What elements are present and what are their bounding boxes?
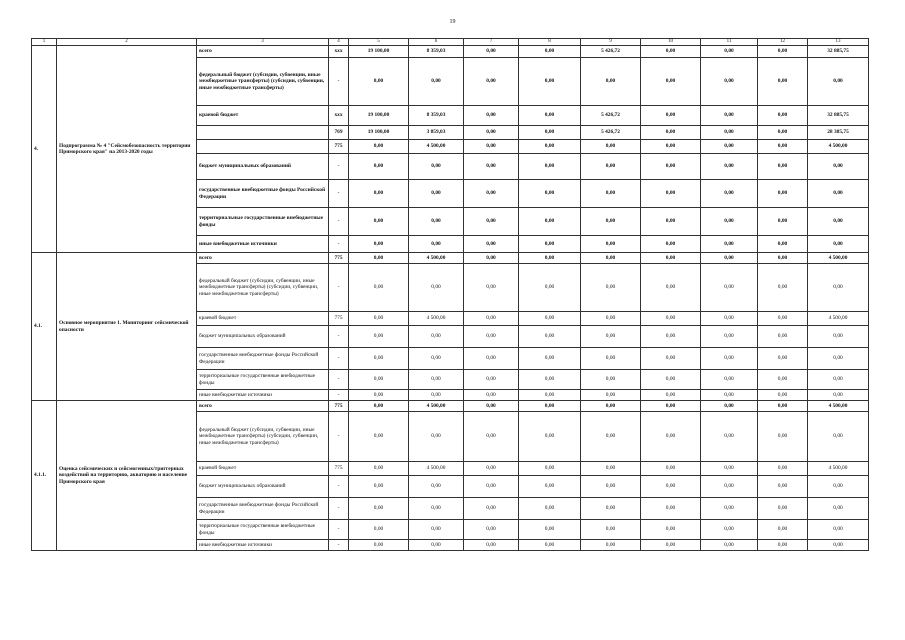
amount-cell: 0,00 <box>701 154 758 180</box>
amount-cell: 4 500,00 <box>409 140 464 154</box>
amount-cell: 0,00 <box>519 390 581 401</box>
budget-code: 769 <box>329 126 349 140</box>
amount-cell: 0,00 <box>641 154 701 180</box>
amount-cell: 0,00 <box>758 208 808 236</box>
amount-cell: 0,00 <box>758 180 808 208</box>
amount-cell: 0,00 <box>349 253 409 264</box>
amount-cell: 0,00 <box>701 140 758 154</box>
funding-source: территориальные государственные внебюджетные фонды <box>197 520 329 540</box>
amount-cell: 0,00 <box>701 540 758 551</box>
amount-cell: 0,00 <box>808 476 869 498</box>
budget-code: - <box>329 326 349 348</box>
amount-cell: 0,00 <box>758 348 808 370</box>
budget-code: - <box>329 154 349 180</box>
header-cell: 4 <box>329 39 349 46</box>
amount-cell: 0,00 <box>519 106 581 126</box>
amount-cell: 0,00 <box>464 370 519 390</box>
section-title: Оценка сейсмических и сейсмогенных/триггерных воздействий на территорию, акваторию и население Приморского края <box>57 401 197 551</box>
amount-cell: 0,00 <box>464 390 519 401</box>
amount-cell: 0,00 <box>641 236 701 253</box>
amount-cell: 0,00 <box>758 462 808 476</box>
amount-cell: 0,00 <box>464 412 519 462</box>
amount-cell: 0,00 <box>349 154 409 180</box>
amount-cell: 0,00 <box>701 370 758 390</box>
amount-cell: 8 359,03 <box>409 46 464 58</box>
amount-cell: 0,00 <box>409 348 464 370</box>
amount-cell: 0,00 <box>464 253 519 264</box>
amount-cell: 0,00 <box>581 312 641 326</box>
amount-cell: 4 500,00 <box>808 253 869 264</box>
amount-cell: 0,00 <box>758 264 808 312</box>
amount-cell: 0,00 <box>758 412 808 462</box>
amount-cell: 28 385,75 <box>808 126 869 140</box>
amount-cell: 0,00 <box>758 370 808 390</box>
amount-cell: 0,00 <box>349 412 409 462</box>
amount-cell: 0,00 <box>519 208 581 236</box>
amount-cell: 0,00 <box>409 540 464 551</box>
amount-cell: 0,00 <box>641 208 701 236</box>
amount-cell: 0,00 <box>464 140 519 154</box>
amount-cell: 0,00 <box>758 326 808 348</box>
funding-source: краевой бюджет <box>197 106 329 126</box>
amount-cell: 0,00 <box>519 412 581 462</box>
budget-code: - <box>329 520 349 540</box>
amount-cell: 0,00 <box>581 140 641 154</box>
amount-cell: 0,00 <box>758 498 808 520</box>
amount-cell: 0,00 <box>349 390 409 401</box>
amount-cell: 0,00 <box>701 180 758 208</box>
amount-cell: 0,00 <box>641 520 701 540</box>
amount-cell: 0,00 <box>581 58 641 106</box>
amount-cell: 0,00 <box>701 46 758 58</box>
budget-code: 775 <box>329 140 349 154</box>
amount-cell: 0,00 <box>464 208 519 236</box>
funding-source: бюджет муниципальных образований <box>197 154 329 180</box>
funding-source: иные внебюджетные источники <box>197 236 329 253</box>
amount-cell: 0,00 <box>409 58 464 106</box>
amount-cell: 0,00 <box>701 208 758 236</box>
amount-cell: 0,00 <box>349 312 409 326</box>
amount-cell: 0,00 <box>808 412 869 462</box>
amount-cell: 0,00 <box>519 401 581 412</box>
amount-cell: 0,00 <box>464 462 519 476</box>
header-cell: 12 <box>758 39 808 46</box>
funding-source: иные внебюджетные источники <box>197 540 329 551</box>
amount-cell: 0,00 <box>641 412 701 462</box>
amount-cell: 0,00 <box>758 312 808 326</box>
amount-cell: 0,00 <box>409 520 464 540</box>
amount-cell: 0,00 <box>758 401 808 412</box>
amount-cell: 0,00 <box>808 264 869 312</box>
amount-cell: 0,00 <box>808 154 869 180</box>
funding-source: краевой бюджет <box>197 462 329 476</box>
budget-code: - <box>329 236 349 253</box>
amount-cell: 0,00 <box>464 326 519 348</box>
amount-cell: 0,00 <box>808 520 869 540</box>
amount-cell: 8 359,03 <box>409 106 464 126</box>
amount-cell: 0,00 <box>641 312 701 326</box>
amount-cell: 0,00 <box>519 180 581 208</box>
amount-cell: 0,00 <box>758 540 808 551</box>
amount-cell: 0,00 <box>349 180 409 208</box>
table-row <box>32 253 869 264</box>
section-title: Основное мероприятие 1. Мониторинг сейсмической опасности <box>57 253 197 401</box>
amount-cell: 0,00 <box>581 520 641 540</box>
amount-cell: 0,00 <box>641 46 701 58</box>
amount-cell: 0,00 <box>519 498 581 520</box>
amount-cell: 4 500,00 <box>808 401 869 412</box>
amount-cell: 0,00 <box>701 58 758 106</box>
amount-cell: 0,00 <box>519 154 581 180</box>
amount-cell: 0,00 <box>808 390 869 401</box>
funding-source: территориальные государственные внебюджетные фонды <box>197 370 329 390</box>
amount-cell: 0,00 <box>758 46 808 58</box>
amount-cell: 0,00 <box>581 348 641 370</box>
amount-cell: 0,00 <box>701 462 758 476</box>
amount-cell: 0,00 <box>641 462 701 476</box>
amount-cell: 0,00 <box>464 401 519 412</box>
budget-code: 775 <box>329 462 349 476</box>
amount-cell: 0,00 <box>641 58 701 106</box>
amount-cell: 0,00 <box>349 208 409 236</box>
amount-cell: 0,00 <box>808 326 869 348</box>
funding-source: всего <box>197 401 329 412</box>
amount-cell: 0,00 <box>519 312 581 326</box>
amount-cell: 0,00 <box>641 401 701 412</box>
funding-source <box>197 140 329 154</box>
amount-cell: 4 500,00 <box>409 253 464 264</box>
amount-cell: 0,00 <box>701 401 758 412</box>
amount-cell: 4 500,00 <box>808 462 869 476</box>
amount-cell: 0,00 <box>464 476 519 498</box>
amount-cell: 0,00 <box>701 326 758 348</box>
amount-cell: 0,00 <box>701 390 758 401</box>
amount-cell: 0,00 <box>758 58 808 106</box>
amount-cell: 0,00 <box>758 154 808 180</box>
amount-cell: 0,00 <box>701 264 758 312</box>
amount-cell: 0,00 <box>758 126 808 140</box>
amount-cell: 0,00 <box>349 520 409 540</box>
amount-cell: 0,00 <box>641 498 701 520</box>
budget-code: - <box>329 412 349 462</box>
amount-cell: 0,00 <box>349 236 409 253</box>
amount-cell: 0,00 <box>519 326 581 348</box>
amount-cell: 5 426,72 <box>581 126 641 140</box>
amount-cell: 0,00 <box>349 140 409 154</box>
amount-cell: 0,00 <box>464 126 519 140</box>
budget-code: - <box>329 540 349 551</box>
amount-cell: 0,00 <box>464 46 519 58</box>
amount-cell: 0,00 <box>808 370 869 390</box>
funding-source: федеральный бюджет (субсидии, субвенции, иные межбюджетные трансферты) (субсидии, субвенции, иные межбюджетные трансферты) <box>197 412 329 462</box>
funding-source: федеральный бюджет (субсидии, субвенции, иные межбюджетные трансферты) (субсидии, субвенции, иные межбюджетные трансферты) <box>197 264 329 312</box>
amount-cell: 5 426,72 <box>581 46 641 58</box>
budget-code: 775 <box>329 253 349 264</box>
amount-cell: 0,00 <box>701 312 758 326</box>
amount-cell: 4 500,00 <box>808 140 869 154</box>
amount-cell: 0,00 <box>349 401 409 412</box>
amount-cell: 0,00 <box>519 253 581 264</box>
amount-cell: 19 100,00 <box>349 126 409 140</box>
amount-cell: 0,00 <box>519 58 581 106</box>
amount-cell: 4 500,00 <box>409 312 464 326</box>
amount-cell: 5 426,72 <box>581 106 641 126</box>
amount-cell: 0,00 <box>758 253 808 264</box>
amount-cell: 0,00 <box>519 476 581 498</box>
amount-cell: 0,00 <box>409 390 464 401</box>
section-number: 4.1.1. <box>32 401 57 551</box>
funding-source: бюджет муниципальных образований <box>197 476 329 498</box>
amount-cell: 0,00 <box>464 540 519 551</box>
amount-cell: 0,00 <box>581 412 641 462</box>
amount-cell: 0,00 <box>519 540 581 551</box>
header-cell: 9 <box>581 39 641 46</box>
header-cell: 2 <box>57 39 197 46</box>
amount-cell: 0,00 <box>758 140 808 154</box>
amount-cell: 4 500,00 <box>409 462 464 476</box>
amount-cell: 19 100,00 <box>349 106 409 126</box>
amount-cell: 0,00 <box>409 370 464 390</box>
amount-cell: 0,00 <box>641 348 701 370</box>
amount-cell: 0,00 <box>701 348 758 370</box>
amount-cell: 0,00 <box>808 180 869 208</box>
amount-cell: 0,00 <box>464 58 519 106</box>
amount-cell: 0,00 <box>808 498 869 520</box>
amount-cell: 0,00 <box>581 154 641 180</box>
amount-cell: 0,00 <box>581 476 641 498</box>
amount-cell: 0,00 <box>519 126 581 140</box>
header-cell: 5 <box>349 39 409 46</box>
amount-cell: 0,00 <box>409 412 464 462</box>
budget-table <box>31 38 869 551</box>
funding-source: федеральный бюджет (субсидии, субвенции, иные межбюджетные трансферты) (субсидии, субвенции, иные межбюджетные трансферты) <box>197 58 329 106</box>
funding-source: государственные внебюджетные фонды Российской Федерации <box>197 498 329 520</box>
header-cell: 13 <box>808 39 869 46</box>
funding-source: государственные внебюджетные фонды Российской Федерации <box>197 180 329 208</box>
table-row <box>32 401 869 412</box>
amount-cell: 0,00 <box>409 498 464 520</box>
amount-cell: 0,00 <box>349 498 409 520</box>
budget-code: 775 <box>329 401 349 412</box>
amount-cell: 0,00 <box>641 126 701 140</box>
section-title: Подпрограмма № 4 "Сейсмобезопасность территории Приморского края" на 2013-2020 годы <box>57 46 197 253</box>
amount-cell: 0,00 <box>409 326 464 348</box>
amount-cell: 0,00 <box>701 412 758 462</box>
header-cell: 3 <box>197 39 329 46</box>
amount-cell: 0,00 <box>519 520 581 540</box>
amount-cell: 0,00 <box>641 390 701 401</box>
amount-cell: 0,00 <box>581 208 641 236</box>
amount-cell: 0,00 <box>641 264 701 312</box>
amount-cell: 4 500,00 <box>808 312 869 326</box>
budget-code: - <box>329 498 349 520</box>
header-row <box>32 39 869 46</box>
amount-cell: 0,00 <box>701 106 758 126</box>
amount-cell: 0,00 <box>581 498 641 520</box>
amount-cell: 0,00 <box>701 253 758 264</box>
amount-cell: 4 500,00 <box>409 401 464 412</box>
amount-cell: 0,00 <box>808 540 869 551</box>
amount-cell: 0,00 <box>641 180 701 208</box>
funding-source: территориальные государственные внебюджетные фонды <box>197 208 329 236</box>
amount-cell: 0,00 <box>519 46 581 58</box>
amount-cell: 19 100,00 <box>349 46 409 58</box>
amount-cell: 0,00 <box>349 370 409 390</box>
table-row <box>32 46 869 58</box>
amount-cell: 0,00 <box>409 180 464 208</box>
amount-cell: 0,00 <box>464 154 519 180</box>
amount-cell: 0,00 <box>464 180 519 208</box>
amount-cell: 0,00 <box>701 520 758 540</box>
amount-cell: 0,00 <box>808 208 869 236</box>
header-cell: 6 <box>409 39 464 46</box>
amount-cell: 0,00 <box>641 476 701 498</box>
amount-cell: 0,00 <box>464 106 519 126</box>
amount-cell: 0,00 <box>409 236 464 253</box>
header-cell: 1 <box>32 39 57 46</box>
amount-cell: 0,00 <box>464 236 519 253</box>
amount-cell: 0,00 <box>641 326 701 348</box>
amount-cell: 0,00 <box>808 58 869 106</box>
header-cell: 10 <box>641 39 701 46</box>
header-cell: 8 <box>519 39 581 46</box>
amount-cell: 0,00 <box>641 253 701 264</box>
amount-cell: 0,00 <box>641 140 701 154</box>
amount-cell: 0,00 <box>581 180 641 208</box>
amount-cell: 0,00 <box>519 348 581 370</box>
amount-cell: 0,00 <box>409 476 464 498</box>
amount-cell: 0,00 <box>519 264 581 312</box>
header-cell: 11 <box>701 39 758 46</box>
amount-cell: 0,00 <box>349 462 409 476</box>
section-number: 4.1. <box>32 253 57 401</box>
amount-cell: 0,00 <box>464 312 519 326</box>
amount-cell: 0,00 <box>581 264 641 312</box>
amount-cell: 0,00 <box>581 462 641 476</box>
funding-source: краевой бюджет <box>197 312 329 326</box>
amount-cell: 0,00 <box>349 540 409 551</box>
amount-cell: 0,00 <box>758 476 808 498</box>
amount-cell: 0,00 <box>701 126 758 140</box>
budget-code: ххх <box>329 106 349 126</box>
header-cell: 7 <box>464 39 519 46</box>
amount-cell: 0,00 <box>758 236 808 253</box>
page-number: 19 <box>449 19 456 25</box>
amount-cell: 0,00 <box>641 106 701 126</box>
funding-source: всего <box>197 46 329 58</box>
amount-cell: 0,00 <box>464 520 519 540</box>
amount-cell: 0,00 <box>701 476 758 498</box>
funding-source <box>197 126 329 140</box>
funding-source: бюджет муниципальных образований <box>197 326 329 348</box>
amount-cell: 0,00 <box>581 370 641 390</box>
amount-cell: 0,00 <box>349 476 409 498</box>
amount-cell: 0,00 <box>581 326 641 348</box>
amount-cell: 0,00 <box>519 236 581 253</box>
budget-code: - <box>329 180 349 208</box>
amount-cell: 0,00 <box>349 264 409 312</box>
amount-cell: 0,00 <box>641 540 701 551</box>
budget-code: - <box>329 390 349 401</box>
budget-code: - <box>329 264 349 312</box>
amount-cell: 32 885,75 <box>808 46 869 58</box>
amount-cell: 0,00 <box>581 401 641 412</box>
amount-cell: 0,00 <box>349 348 409 370</box>
budget-code: - <box>329 370 349 390</box>
amount-cell: 0,00 <box>758 106 808 126</box>
amount-cell: 0,00 <box>519 370 581 390</box>
amount-cell: 0,00 <box>701 236 758 253</box>
amount-cell: 0,00 <box>581 236 641 253</box>
amount-cell: 0,00 <box>808 348 869 370</box>
funding-source: иные внебюджетные источники <box>197 390 329 401</box>
amount-cell: 0,00 <box>701 498 758 520</box>
section-number: 4. <box>32 46 57 253</box>
amount-cell: 0,00 <box>641 370 701 390</box>
amount-cell: 0,00 <box>581 540 641 551</box>
budget-code: - <box>329 348 349 370</box>
budget-code: - <box>329 208 349 236</box>
amount-cell: 0,00 <box>464 348 519 370</box>
amount-cell: 0,00 <box>581 253 641 264</box>
amount-cell: 0,00 <box>758 390 808 401</box>
amount-cell: 0,00 <box>409 264 464 312</box>
amount-cell: 0,00 <box>409 208 464 236</box>
amount-cell: 0,00 <box>758 520 808 540</box>
amount-cell: 0,00 <box>464 498 519 520</box>
amount-cell: 0,00 <box>519 462 581 476</box>
amount-cell: 0,00 <box>349 58 409 106</box>
amount-cell: 3 859,03 <box>409 126 464 140</box>
amount-cell: 0,00 <box>464 264 519 312</box>
funding-source: государственные внебюджетные фонды Российской Федерации <box>197 348 329 370</box>
amount-cell: 0,00 <box>409 154 464 180</box>
budget-code: 775 <box>329 312 349 326</box>
budget-code: - <box>329 58 349 106</box>
amount-cell: 0,00 <box>808 236 869 253</box>
budget-code: ххх <box>329 46 349 58</box>
budget-code: - <box>329 476 349 498</box>
amount-cell: 0,00 <box>519 140 581 154</box>
amount-cell: 0,00 <box>581 390 641 401</box>
funding-source: всего <box>197 253 329 264</box>
amount-cell: 0,00 <box>349 326 409 348</box>
amount-cell: 32 885,75 <box>808 106 869 126</box>
